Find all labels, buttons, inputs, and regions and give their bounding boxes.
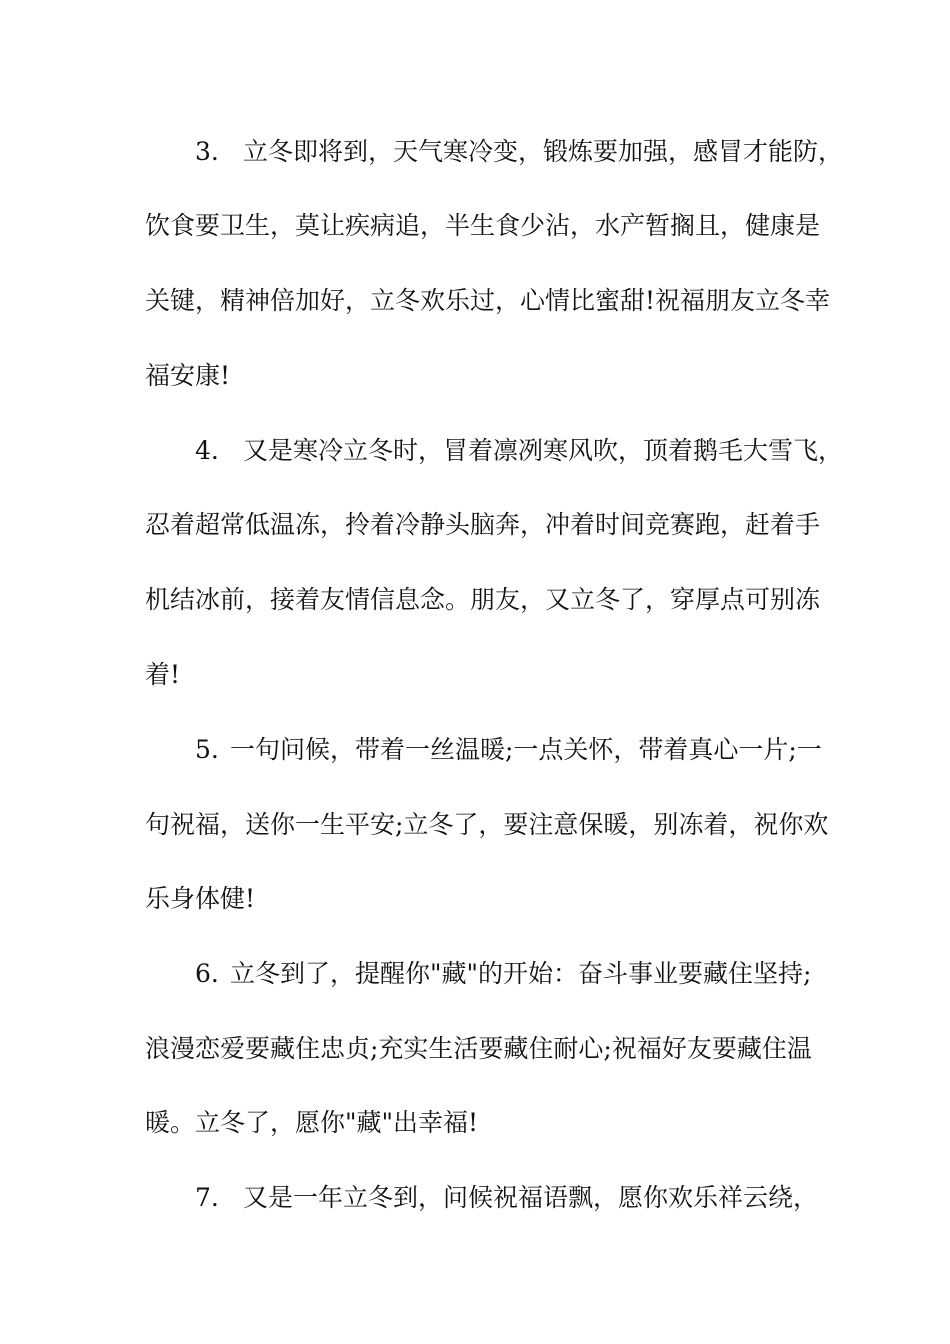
paragraph-text: 又是寒冷立冬时，冒着凛冽寒风吹，顶着鹅毛大雪飞， xyxy=(243,436,844,465)
paragraph-7-line-1 xyxy=(145,1183,825,1213)
paragraph-4-line-4: 着! xyxy=(145,660,181,689)
paragraph-3-line-4: 福安康! xyxy=(145,361,231,390)
paragraph-number: 5. xyxy=(195,735,219,764)
paragraph-3-line-1 xyxy=(145,137,844,167)
paragraph-number: 3. xyxy=(195,137,219,166)
paragraph-number: 7. xyxy=(195,1183,219,1212)
paragraph-6-line-1 xyxy=(145,959,825,989)
paragraph-4-line-1 xyxy=(145,436,844,466)
paragraph-number: 4. xyxy=(195,436,219,465)
paragraph-text: 一句问候，带着一丝温暖;一点关怀，带着真心一片;一 xyxy=(230,735,822,764)
paragraph-5-line-1 xyxy=(145,735,825,765)
paragraph-6-line-2: 浪漫恋爱要藏住忠贞;充实生活要藏住耐心;祝福好友要藏住温 xyxy=(145,1034,812,1063)
paragraph-text: 又是一年立冬到，问候祝福语飘，愿你欢乐祥云绕， xyxy=(243,1183,819,1212)
paragraph-6-line-3: 暖。立冬了，愿你"藏"出幸福! xyxy=(145,1108,479,1137)
paragraph-3-line-3: 关键，精神倍加好，立冬欢乐过，心情比蜜甜!祝福朋友立冬幸 xyxy=(145,286,831,315)
paragraph-number: 6. xyxy=(195,959,219,988)
paragraph-5-line-3: 乐身体健! xyxy=(145,884,256,913)
paragraph-text: 立冬到了，提醒你"藏"的开始：奋斗事业要藏住坚持; xyxy=(230,959,812,988)
paragraph-4-line-3: 机结冰前，接着友情信息念。朋友，又立冬了，穿厚点可别冻 xyxy=(145,585,821,614)
paragraph-3-line-2: 饮食要卫生，莫让疾病追，半生食少沾，水产暂搁且，健康是 xyxy=(145,211,821,240)
paragraph-text: 立冬即将到，天气寒冷变，锻炼要加强，感冒才能防， xyxy=(243,137,844,166)
paragraph-5-line-2: 句祝福，送你一生平安;立冬了，要注意保暖，别冻着，祝你欢 xyxy=(145,810,829,839)
paragraph-4-line-2: 忍着超常低温冻，拎着冷静头脑奔，冲着时间竞赛跑，赶着手 xyxy=(145,510,821,539)
